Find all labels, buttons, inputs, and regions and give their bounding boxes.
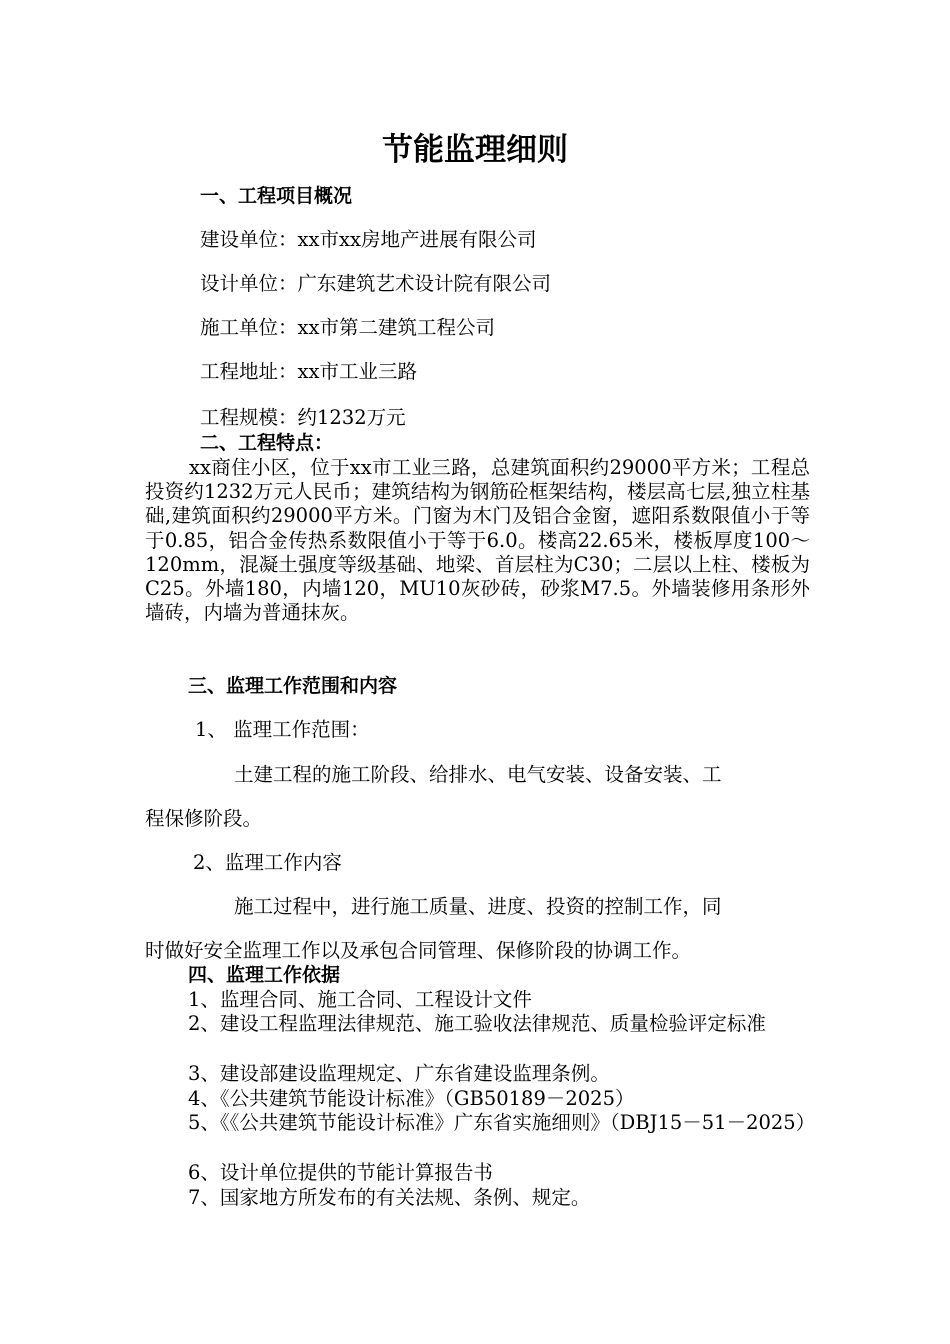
section-3-heading: 三、监理工作范围和内容	[188, 675, 398, 697]
content-text-line-1: 施工过程中，进行施工质量、进度、投资的控制工作，同	[234, 895, 722, 918]
scope-text-line-2: 程保修阶段。	[145, 807, 263, 830]
basis-item-6: 6、设计单位提供的节能计算报告书	[188, 1161, 493, 1184]
section-1-heading: 一、工程项目概况	[200, 185, 353, 207]
content-subheading: 2、监理工作内容	[193, 851, 342, 874]
project-info-scale: 工程规模：约1232万元	[200, 406, 406, 429]
basis-item-7: 7、国家地方所发布的有关法规、条例、规定。	[188, 1186, 591, 1209]
basis-item-2: 2、建设工程监理法律规范、施工验收法律规范、质量检验评定标准	[188, 1012, 766, 1035]
project-info-contractor: 施工单位：xx市第二建筑工程公司	[200, 316, 495, 339]
content-text-line-2: 时做好安全监理工作以及承包合同管理、保修阶段的协调工作。	[145, 939, 692, 962]
section-4-heading: 四、监理工作依据	[188, 964, 341, 986]
project-info-designer: 设计单位：广东建筑艺术设计院有限公司	[200, 272, 552, 295]
basis-item-4: 4、《公共建筑节能设计标准》（GB50189－2025）	[188, 1087, 635, 1110]
document-title: 节能监理细则	[382, 132, 568, 168]
project-info-address: 工程地址：xx市工业三路	[200, 360, 417, 383]
scope-text-line-1: 土建工程的施工阶段、给排水、电气安装、设备安装、工	[234, 763, 722, 786]
basis-item-3: 3、建设部建设监理规定、广东省建设监理条例。	[188, 1062, 610, 1085]
scope-subheading: 1、 监理工作范围：	[195, 718, 370, 741]
basis-item-1: 1、监理合同、施工合同、工程设计文件	[188, 988, 532, 1011]
basis-item-5: 5、《《公共建筑节能设计标准》广东省实施细则》（DBJ15－51－2025）	[188, 1111, 816, 1134]
project-info-client: 建设单位：xx市xx房地产进展有限公司	[200, 228, 537, 251]
section-2-heading: 二、工程特点：	[200, 432, 334, 454]
project-features-paragraph: xx商住小区，位于xx市工业三路，总建筑面积约29000平方米；工程总投资约1232万元人民币；建筑结构为钢筋砼框架结构，楼层高七层,独立柱基础,建筑面积约29000平方米。门窗为木门及铝合金窗，遮阳系数限值小于等于0.85，铝合金传热系数限值小于等于6.0。楼高22.65米，楼板厚度100～120mm，混凝土强度等级基础、地梁、首层柱为C30；二层以上柱、楼板为C25。外墙180，内墙120，MU10灰砂砖，砂浆M7.5。外墙装修用条形外墙砖，内墙为普通抹灰。	[145, 456, 810, 625]
